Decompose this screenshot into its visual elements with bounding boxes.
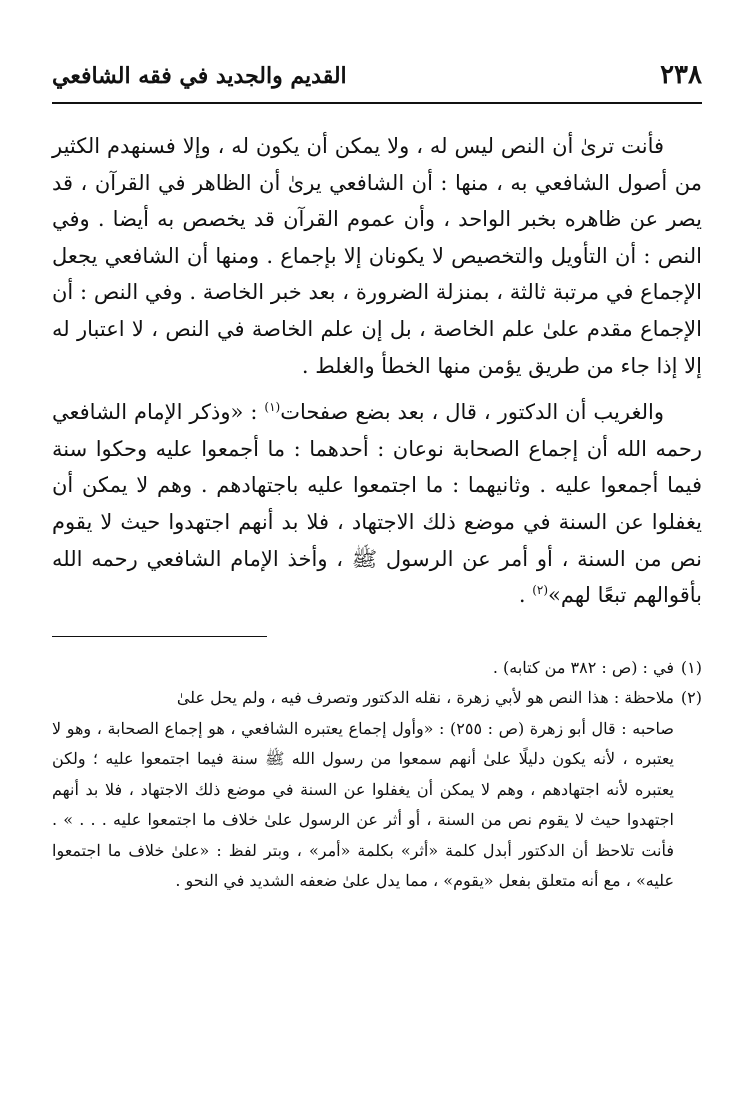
paragraph-1: فأنت ترىٰ أن النص ليس له ، ولا يمكن أن يكون له ، وإلا فسنهدم الكثير من أصول الشافعي به ، منها : أن الشافعي يرىٰ أن الظاهر في القرآن ، قد يصر عن ظاهره بخبر الواحد ، وأن عموم القرآن قد يخصص به أيضا . وفي النص : أن التأويل والتخصيص لا يكونان إلا بإجماع . ومنها أن الشافعي يجعل الإجماع في مرتبة ثالثة ، بمنزلة الضرورة ، بعد خبر الخاصة . وفي النص : أن الإجماع مقدم علىٰ علم الخاصة ، بل إن علم الخاصة في النص ، لا اعتبار له إلا إذا جاء من طريق يؤمن منها الخطأ والغلط . bbox=[52, 134, 702, 378]
book-page bbox=[52, 60, 702, 897]
main-text bbox=[52, 128, 702, 614]
footnote-2-continuation: صاحبه : قال أبو زهرة (ص : ٢٥٥) : «وأول إجماع يعتبره الشافعي ، هو إجماع الصحابة ، وهو لا يعتبره ، لأنه يكون دليلًا علىٰ أنهم سمعوا من رسول الله ﷺ سنة فيما اجتمعوا عليه ؛ ولكن يعتبره لأنه اجتهادهم ، وهم لا يمكن أن يغفلوا عن السنة في موضع ذلك الاجتهاد ، فلا بد أنهم اجتهدوا حيث لا يقوم نص من السنة ، أو أثر عن الرسول علىٰ خلاف ما اجتمعوا عليه . . . » . فأنت تلاحظ أن الدكتور أبدل كلمة «أثر» بكلمة «أمر» ، وبتر لفظ : «علىٰ خلاف ما اجتمعوا عليه» ، مع أنه متعلق بفعل «يقوم» ، مما يدل علىٰ ضعفه الشديد في النحو . bbox=[52, 718, 675, 891]
footnotes bbox=[52, 653, 702, 897]
footnote-2-number: (٢) bbox=[680, 688, 702, 708]
paragraph-2-opening: والغريب أن الدكتور ، قال ، بعد بضع صفحات bbox=[280, 400, 664, 425]
footnote-1 bbox=[52, 653, 702, 684]
running-title: القديم والجديد في فقه الشافعي bbox=[52, 63, 347, 89]
paragraph-2-end: . bbox=[518, 583, 533, 608]
footnote-separator bbox=[52, 636, 267, 637]
footnote-1-text: في : (ص : ٣٨٢ من كتابه) . bbox=[492, 657, 674, 677]
footnote-2 bbox=[52, 683, 702, 714]
footnote-2-first-line: ملاحظة : هذا النص هو لأبي زهرة ، نقله الدكتور وتصرف فيه ، ولم يحل علىٰ bbox=[176, 688, 674, 708]
footnote-1-number: (١) bbox=[680, 657, 702, 677]
running-header bbox=[52, 60, 702, 104]
footnote-ref-1: (١) bbox=[264, 400, 281, 415]
paragraph-2 bbox=[52, 394, 702, 614]
footnote-ref-2: (٢) bbox=[532, 583, 549, 598]
page-number: ٢٣٨ bbox=[660, 60, 702, 90]
paragraph-2-quote: : «وذكر الإمام الشافعي رحمه الله أن إجماع الصحابة نوعان : أحدهما : ما أجمعوا عليه وحكوا سنة فيما أجمعوا عليه . وثانيهما : ما اجتمعوا عليه باجتهادهم . وهم لا يمكن أن يغفلوا عن السنة في موضع ذلك الاجتهاد ، فلا بد أنهم اجتهدوا حيث لا يقوم نص من السنة ، أو أمر عن الرسول ﷺ ، وأخذ الإمام الشافعي رحمه الله بأقوالهم تبعًا لهم» bbox=[52, 400, 702, 608]
